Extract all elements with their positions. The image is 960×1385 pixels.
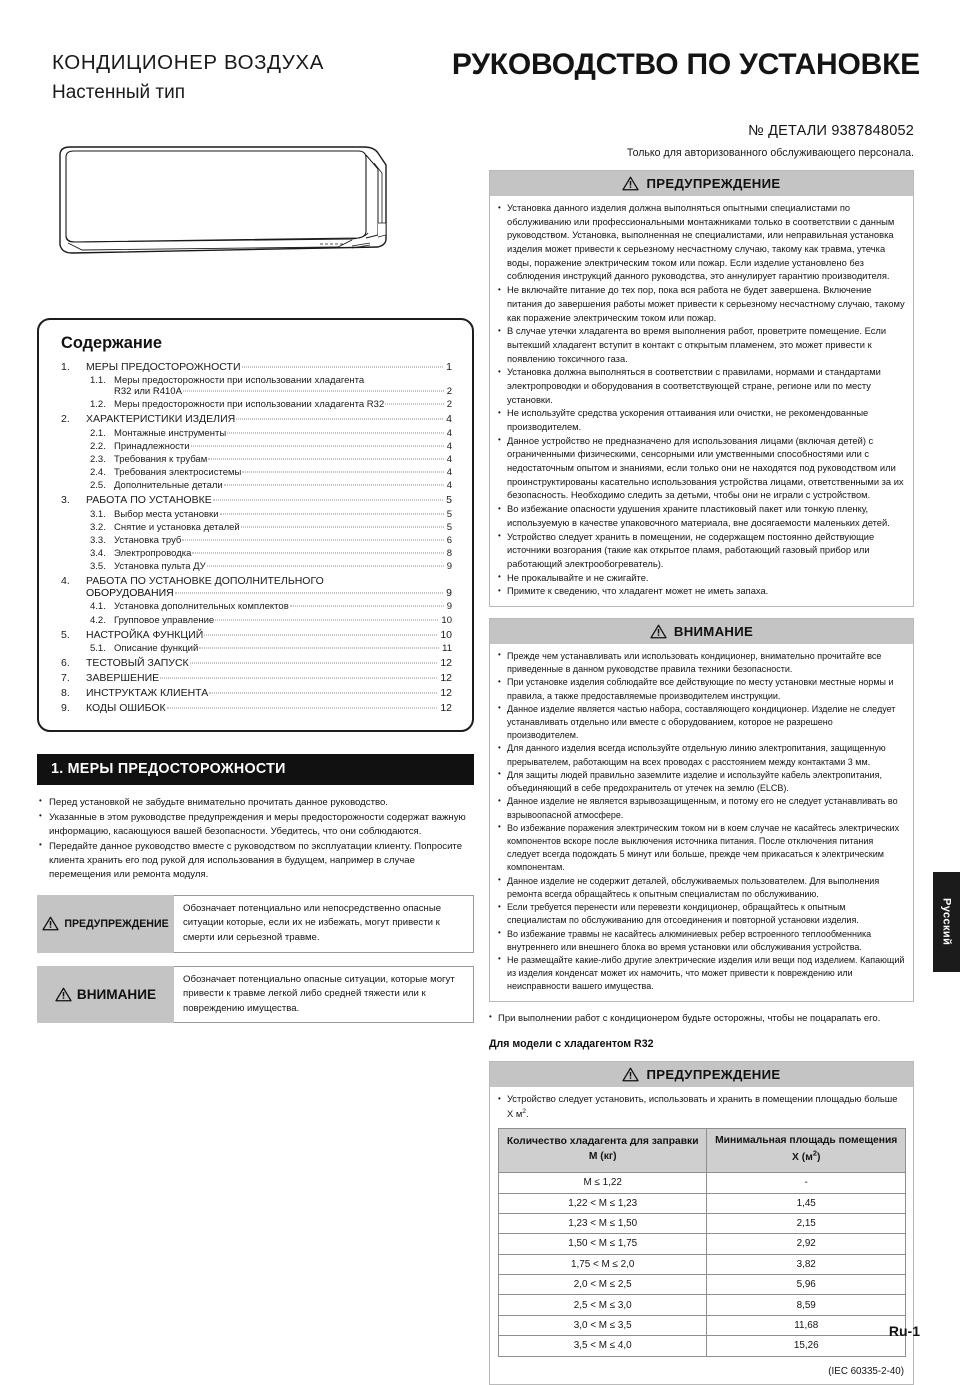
definition-box-warning <box>37 895 474 953</box>
warning-item: • Не прокалывайте и не сжигайте. <box>498 572 906 586</box>
toc-leader <box>190 662 438 663</box>
toc-number: 3.1. <box>90 508 106 520</box>
charge-header-line1: Количество хладагента для заправки <box>506 1136 699 1148</box>
toc-leader <box>160 677 437 678</box>
toc-leader <box>191 445 444 446</box>
cell-charge: 1,50 < M ≤ 1,75 <box>499 1234 707 1254</box>
toc-label: Меры предосторожности при использовании хладагента <box>114 375 365 387</box>
toc-page: 9 <box>446 587 452 600</box>
warning-item: • Данное устройство не предназначено для использования лицами (включая детей) с ограниченными физическими, сенсорными или умственными способностями или с недостаточным опытом и знаниями, если только они не находятся под руководством или проинструктированы касательно использования устройства лицами, ответственными за их безопасность. Необходимо следить за детьми, чтобы они не играли с устройством. <box>498 435 906 503</box>
toc-page: 9 <box>446 561 452 573</box>
warning-triangle-icon <box>42 916 59 931</box>
toc-label: Меры предосторожности при использовании хладагента R32 <box>114 399 385 411</box>
toc-subentry-group <box>61 643 452 654</box>
caution-item: • Прежде чем устанавливать или использовать кондиционер, внимательно прочитайте все приведенные в данном руководстве правила техники безопасности. <box>498 650 906 676</box>
toc-label: ИНСТРУКТАЖ КЛИЕНТА <box>86 686 209 699</box>
toc-label: Дополнительные детали <box>114 480 223 492</box>
indoor-unit-illustration <box>52 143 397 268</box>
caution-item: • Во избежание поражения электрическим током ни в коем случае не касайтесь электрических компонентов вскоре после выключения источника питания. После отключения питания следует всегда подождать 5 минут или больше, прежде чем прикасаться к электрическим компонентам. <box>498 822 906 875</box>
toc-leader <box>209 692 437 693</box>
toc-leader <box>208 458 443 459</box>
toc-number: 2.2. <box>90 440 106 452</box>
warning-item: • Установка должна выполняться в соответствии с правилами, нормами и стандартами электропроводки и оборудования в соответствующей стране, регионе или по месту установки. <box>498 366 906 407</box>
cell-charge: 3,0 < M ≤ 3,5 <box>499 1315 707 1335</box>
toc-page: 2 <box>446 386 452 398</box>
r32-warning-box <box>489 1061 914 1384</box>
caution-item: • Во избежание травмы не касайтесь алюминиевых ребер встроенного теплообменника внутреннего или внешнего блока во время установки или обслуживания устройства. <box>498 928 906 954</box>
toc-page: 1 <box>446 361 452 373</box>
toc-leader <box>183 391 444 392</box>
table-row <box>499 1213 906 1233</box>
toc-page: 12 <box>440 686 452 699</box>
toc-entry[interactable] <box>61 672 452 684</box>
table-header-row <box>499 1128 906 1172</box>
r32-warning-box-header <box>490 1062 913 1087</box>
toc-label: Снятие и установка деталей <box>114 521 240 533</box>
toc-page: 10 <box>441 614 452 626</box>
toc-entry[interactable] <box>90 522 452 533</box>
toc-leader <box>175 593 443 594</box>
table-row <box>499 1193 906 1213</box>
toc-page: 8 <box>446 548 452 560</box>
toc-entry-continuation[interactable] <box>61 587 452 599</box>
toc-page: 4 <box>446 440 452 452</box>
caution-item: • Данное изделие является частью набора, составляющего кондиционер. Изделие не следует устанавливать отдельно или вместе с оборудованием, которое не разрешено производителем. <box>498 703 906 743</box>
toc-leader <box>241 526 444 527</box>
toc-entry[interactable] <box>90 454 452 465</box>
toc-leader <box>236 419 443 420</box>
toc-label: Требования электросистемы <box>114 467 242 479</box>
refrigerant-charge-table <box>498 1128 906 1357</box>
definition-label-text: ПРЕДУПРЕЖДЕНИЕ <box>64 917 169 930</box>
warning-item: • Не используйте средства ускорения оттаивания или очистки, не рекомендованные производителем. <box>498 407 906 434</box>
toc-number: 2.5. <box>90 480 106 492</box>
toc-entry[interactable] <box>90 615 452 626</box>
caution-item: • Не размещайте какие-либо другие электрические изделия или вещи под изделием. Капающий из изделия конденсат может их намочить, что может привести к повреждению или неисправности вашего имущества. <box>498 954 906 994</box>
caution-triangle-icon <box>55 987 72 1002</box>
toc-subentry-group <box>61 509 452 573</box>
toc-number: 3.3. <box>90 534 106 546</box>
caution-item: • Для данного изделия всегда используйте отдельную линию электропитания, защищенную прерывателем, работающим на всех проводах с расстоянием между контактами 3 мм. <box>498 742 906 768</box>
toc-entry-continuation[interactable] <box>90 386 452 397</box>
caution-box-body <box>490 644 913 1001</box>
warning-item: • Устройство следует хранить в помещении, не содержащем постоянно действующие источники возгорания (такие как открытое пламя, работающий газовый прибор или работающий электрообогреватель). <box>498 531 906 572</box>
toc-subentry-group <box>61 375 452 410</box>
toc-entry[interactable] <box>90 535 452 546</box>
product-subtype: Настенный тип <box>52 82 185 103</box>
intro-item: • Указанные в этом руководстве предупреждения и меры предосторожности содержат важную информацию, касающуюся вашей безопасности. Убедитесь, что они соблюдаются. <box>39 811 474 839</box>
toc-entry[interactable] <box>61 687 452 699</box>
warning-item: • Примите к сведению, что хладагент может не иметь запаха. <box>498 585 906 599</box>
toc-leader <box>207 566 444 567</box>
toc-entry[interactable] <box>90 509 452 520</box>
toc-number: 1. <box>61 361 70 373</box>
toc-leader <box>199 647 439 648</box>
toc-page: 5 <box>446 494 452 507</box>
toc-entry[interactable] <box>61 575 452 587</box>
toc-label: Описание функций <box>114 642 199 654</box>
toc-subentry-group <box>61 601 452 625</box>
toc-label: Требования к трубам <box>114 453 208 465</box>
toc-number: 9. <box>61 701 70 714</box>
toc-leader <box>242 472 443 473</box>
part-number: № ДЕТАЛИ 9387848052 <box>748 123 914 139</box>
toc-page: 6 <box>446 534 452 546</box>
cell-area: 2,92 <box>707 1234 906 1254</box>
section-1-intro-list <box>37 796 474 882</box>
toc-number: 2. <box>61 413 70 426</box>
toc-page: 4 <box>446 467 452 479</box>
cell-charge: 1,75 < M ≤ 2,0 <box>499 1254 707 1274</box>
toc-number: 2.1. <box>90 427 106 439</box>
toc-number: 8. <box>61 686 70 699</box>
definition-label-text: ВНИМАНИЕ <box>76 986 157 1002</box>
toc-label: МЕРЫ ПРЕДОСТОРОЖНОСТИ <box>86 361 241 373</box>
header-left-block <box>52 50 324 104</box>
caution-triangle-icon <box>650 624 667 639</box>
toc-page: 10 <box>440 628 452 641</box>
table-row <box>499 1254 906 1274</box>
toc-leader <box>227 432 444 433</box>
toc-number: 3.2. <box>90 521 106 533</box>
caution-item: • При установке изделия соблюдайте все действующие по месту установки местные нормы и правила, а также предоставляемые производителем инструкции. <box>498 676 906 702</box>
toc-page: 4 <box>446 413 452 426</box>
r32-warning-box-title: ПРЕДУПРЕЖДЕНИЕ <box>646 1067 781 1083</box>
caution-box-header <box>490 619 913 644</box>
warning-triangle-icon <box>622 176 639 191</box>
toc-leader <box>220 513 444 514</box>
charge-header-line2: M (кг) <box>588 1151 617 1162</box>
toc-entry[interactable] <box>90 375 452 386</box>
cell-area: 3,82 <box>707 1254 906 1274</box>
col-header-area <box>707 1128 906 1172</box>
product-line-title: КОНДИЦИОНЕР ВОЗДУХА <box>52 51 324 74</box>
page-title: РУКОВОДСТВО ПО УСТАНОВКЕ <box>451 48 920 81</box>
toc-entry[interactable] <box>90 480 452 491</box>
toc-label: КОДЫ ОШИБОК <box>86 701 166 714</box>
toc-number: 1.1. <box>90 375 106 387</box>
toc-number: 3. <box>61 494 70 507</box>
caution-item: • Если требуется перенести или перевезти кондиционер, обращайтесь к опытным специалистам по обслуживанию для отсоединения и повторной установки изделия. <box>498 901 906 927</box>
toc-entry[interactable] <box>90 561 452 572</box>
r32-warning-bullet-list <box>498 1093 906 1121</box>
toc-label: Установка пульта ДУ <box>114 561 206 573</box>
authorized-personnel-note: Только для авторизованного обслуживающего персонала. <box>626 147 914 159</box>
scratch-warning-note: • При выполнении работ с кондиционером будьте осторожны, чтобы не поцарапать его. <box>489 1012 914 1026</box>
toc-number: 4.1. <box>90 601 106 613</box>
definition-label-warning <box>37 895 174 953</box>
toc-page: 12 <box>440 656 452 669</box>
left-column <box>37 318 474 1023</box>
toc-number: 6. <box>61 656 70 669</box>
cell-charge: M ≤ 1,22 <box>499 1173 707 1193</box>
toc-label: РАБОТА ПО УСТАНОВКЕ ДОПОЛНИТЕЛЬНОГО <box>86 575 324 588</box>
cell-area: 5,96 <box>707 1275 906 1295</box>
toc-label: Электропроводка <box>114 548 192 560</box>
intro-item: • Передайте данное руководство вместе с руководством по эксплуатации клиенту. Попросите клиента хранить его под рукой для использования в будущем, например в случае перемещения или ремонта модуля. <box>39 840 474 882</box>
warning-item: • В случае утечки хладагента во время выполнения работ, проветрите помещение. Если вытекший хладагент вступит в контакт с открытым пламенем, это может привести к появлению токсичного газа. <box>498 325 906 366</box>
warning-triangle-icon <box>622 1067 639 1082</box>
table-row <box>499 1336 906 1356</box>
table-of-contents <box>37 318 474 732</box>
toc-entry[interactable] <box>90 601 452 612</box>
table-row <box>499 1295 906 1315</box>
toc-label: ТЕСТОВЫЙ ЗАПУСК <box>86 656 189 669</box>
toc-label: Принадлежности <box>114 440 190 452</box>
caution-box-title: ВНИМАНИЕ <box>673 623 754 639</box>
toc-leader <box>224 485 444 486</box>
toc-leader <box>213 500 443 501</box>
toc-entry[interactable] <box>61 629 452 641</box>
warning-box <box>489 170 914 607</box>
cell-area: 8,59 <box>707 1295 906 1315</box>
toc-leader <box>204 634 437 635</box>
toc-leader <box>242 367 444 368</box>
table-header <box>499 1128 906 1172</box>
toc-entry[interactable] <box>61 361 452 373</box>
toc-number: 1.2. <box>90 399 106 411</box>
cell-area: 15,26 <box>707 1336 906 1356</box>
area-header-line2: X $(м^2)$ <box>792 1148 821 1164</box>
definition-text-warning: Обозначает потенциально или непосредственно опасные ситуации которые, если их не избежать, могут привести к смерти или серьезной травме. <box>174 895 474 953</box>
cell-charge: 2,5 < M ≤ 3,0 <box>499 1295 707 1315</box>
toc-leader <box>385 404 443 405</box>
toc-entry[interactable] <box>61 413 452 425</box>
toc-label: Выбор места установки <box>114 508 219 520</box>
definition-label-caution <box>37 966 174 1024</box>
toc-label: РАБОТА ПО УСТАНОВКЕ <box>86 494 212 507</box>
r32-warning-item: • Устройство следует установить, использовать и хранить в помещении площадью больше X $м^2$. <box>498 1093 906 1121</box>
toc-page: 4 <box>446 427 452 439</box>
warning-item: • Установка данного изделия должна выполняться опытными специалистами по обслуживанию или профессиональными монтажниками только в соответствии с данным руководством. Установка, выполненная не специалистами, или неправильная установка изделия может привести к серьезному несчастному случаю, такому как травма, утечка воды, поражение электрическим током или пожар. Если изделие установлено без соблюдения инструкций данного руководства, это аннулирует гарантию производителя. <box>498 202 906 284</box>
toc-title: Содержание <box>61 334 162 352</box>
toc-page: 5 <box>446 521 452 533</box>
toc-label: ХАРАКТЕРИСТИКИ ИЗДЕЛИЯ <box>86 413 236 426</box>
toc-label: Групповое управление <box>114 614 215 626</box>
table-row <box>499 1315 906 1335</box>
toc-label: Установка дополнительных комплектов <box>114 601 289 613</box>
area-header-line1: Минимальная площадь помещения <box>715 1134 898 1146</box>
toc-entry[interactable] <box>90 548 452 559</box>
cell-charge: 1,22 < M ≤ 1,23 <box>499 1193 707 1213</box>
caution-box <box>489 618 914 1002</box>
toc-page: 5 <box>446 508 452 520</box>
toc-entry[interactable] <box>90 441 452 452</box>
cell-area: - <box>707 1173 906 1193</box>
col-header-charge <box>499 1128 707 1172</box>
toc-label-wrap: R32 или R410A <box>114 386 182 398</box>
cell-area: 11,68 <box>707 1315 906 1335</box>
toc-leader <box>167 707 438 708</box>
table-body <box>499 1173 906 1356</box>
language-side-tab <box>933 872 960 972</box>
toc-entry[interactable] <box>90 467 452 478</box>
page-number: Ru-1 <box>888 1323 920 1339</box>
toc-number: 5. <box>61 628 70 641</box>
language-side-tab-label: Русский <box>940 898 953 946</box>
table-row <box>499 1234 906 1254</box>
toc-page: 12 <box>440 701 452 714</box>
toc-entry[interactable] <box>90 399 452 410</box>
warning-box-title: ПРЕДУПРЕЖДЕНИЕ <box>646 176 781 191</box>
toc-leader <box>290 606 444 607</box>
toc-number: 4.2. <box>90 614 106 626</box>
warning-item: • Не включайте питание до тех пор, пока вся работа не будет завершена. Включение питания до завершения работы может привести к серьезному несчастному случаю, такому как поражение электрическим током или пожар. <box>498 284 906 325</box>
toc-leader <box>182 539 443 540</box>
caution-item: • Для защиты людей правильно заземлите изделие и используйте кабель электропитания, объединяющий в себе предохранитель от утечек на землю (ELCB). <box>498 769 906 795</box>
toc-label: НАСТРОЙКА ФУНКЦИЙ <box>86 628 204 641</box>
warning-bullet-list <box>498 202 906 599</box>
definition-text-caution: Обозначает потенциально опасные ситуации, которые могут привести к травме легкой либо средней тяжести или к повреждению имущества. <box>174 966 474 1024</box>
table-row <box>499 1275 906 1295</box>
warning-item: • Во избежание опасности удушения храните пластиковый пакет или тонкую пленку, используемую в качестве упаковочного материала, вне досягаемости маленьких детей. <box>498 503 906 530</box>
toc-page: 4 <box>446 480 452 492</box>
toc-page: 9 <box>446 601 452 613</box>
caution-item: • Данное изделие не является взрывозащищенным, и потому его не следует устанавливать во взрывоопасной атмосфере. <box>498 795 906 821</box>
cell-charge: 3,5 < M ≤ 4,0 <box>499 1336 707 1356</box>
section-1-banner: 1. МЕРЫ ПРЕДОСТОРОЖНОСТИ <box>37 754 474 785</box>
toc-label: Монтажные инструменты <box>114 427 227 439</box>
definition-box-caution <box>37 966 474 1024</box>
intro-item: • Перед установкой не забудьте внимательно прочитать данное руководство. <box>39 796 474 810</box>
toc-number: 7. <box>61 671 70 684</box>
warning-box-body <box>490 196 913 606</box>
toc-entry[interactable] <box>90 643 452 654</box>
cell-area: 2,15 <box>707 1213 906 1233</box>
r32-model-heading: Для модели с хладагентом R32 <box>489 1038 654 1051</box>
toc-entry[interactable] <box>90 428 452 439</box>
table-row <box>499 1173 906 1193</box>
toc-page: 11 <box>442 642 452 654</box>
toc-number: 5.1. <box>90 642 106 654</box>
toc-number: 2.3. <box>90 453 106 465</box>
toc-leader <box>215 619 438 620</box>
toc-label: Установка труб <box>114 534 182 546</box>
toc-number: 3.5. <box>90 561 106 573</box>
page-header <box>0 0 960 120</box>
toc-page: 4 <box>446 453 452 465</box>
toc-number: 2.4. <box>90 467 106 479</box>
r32-warning-box-body <box>490 1087 913 1383</box>
toc-page: 12 <box>440 671 452 684</box>
caution-item: • Данное изделие не содержит деталей, обслуживаемых пользователем. Для выполнения ремонта всегда обращайтесь к опытным специалистам по обслуживанию. <box>498 875 906 901</box>
toc-entry[interactable] <box>61 494 452 506</box>
toc-entry[interactable] <box>61 702 452 714</box>
toc-page: 2 <box>446 399 452 411</box>
toc-leader <box>192 553 443 554</box>
toc-entry[interactable] <box>61 657 452 669</box>
caution-bullet-list <box>498 650 906 994</box>
toc-subentry-group <box>61 428 452 492</box>
toc-number: 3.4. <box>90 548 106 560</box>
toc-label-wrap: ОБОРУДОВАНИЯ <box>86 587 174 600</box>
cell-charge: 2,0 < M ≤ 2,5 <box>499 1275 707 1295</box>
cell-charge: 1,23 < M ≤ 1,50 <box>499 1213 707 1233</box>
toc-number: 4. <box>61 575 70 588</box>
cell-area: 1,45 <box>707 1193 906 1213</box>
right-column <box>489 123 914 1385</box>
warning-box-header <box>490 171 913 196</box>
standard-reference: (IEC 60335-2-40) <box>828 1365 904 1377</box>
toc-label: ЗАВЕРШЕНИЕ <box>86 671 160 684</box>
